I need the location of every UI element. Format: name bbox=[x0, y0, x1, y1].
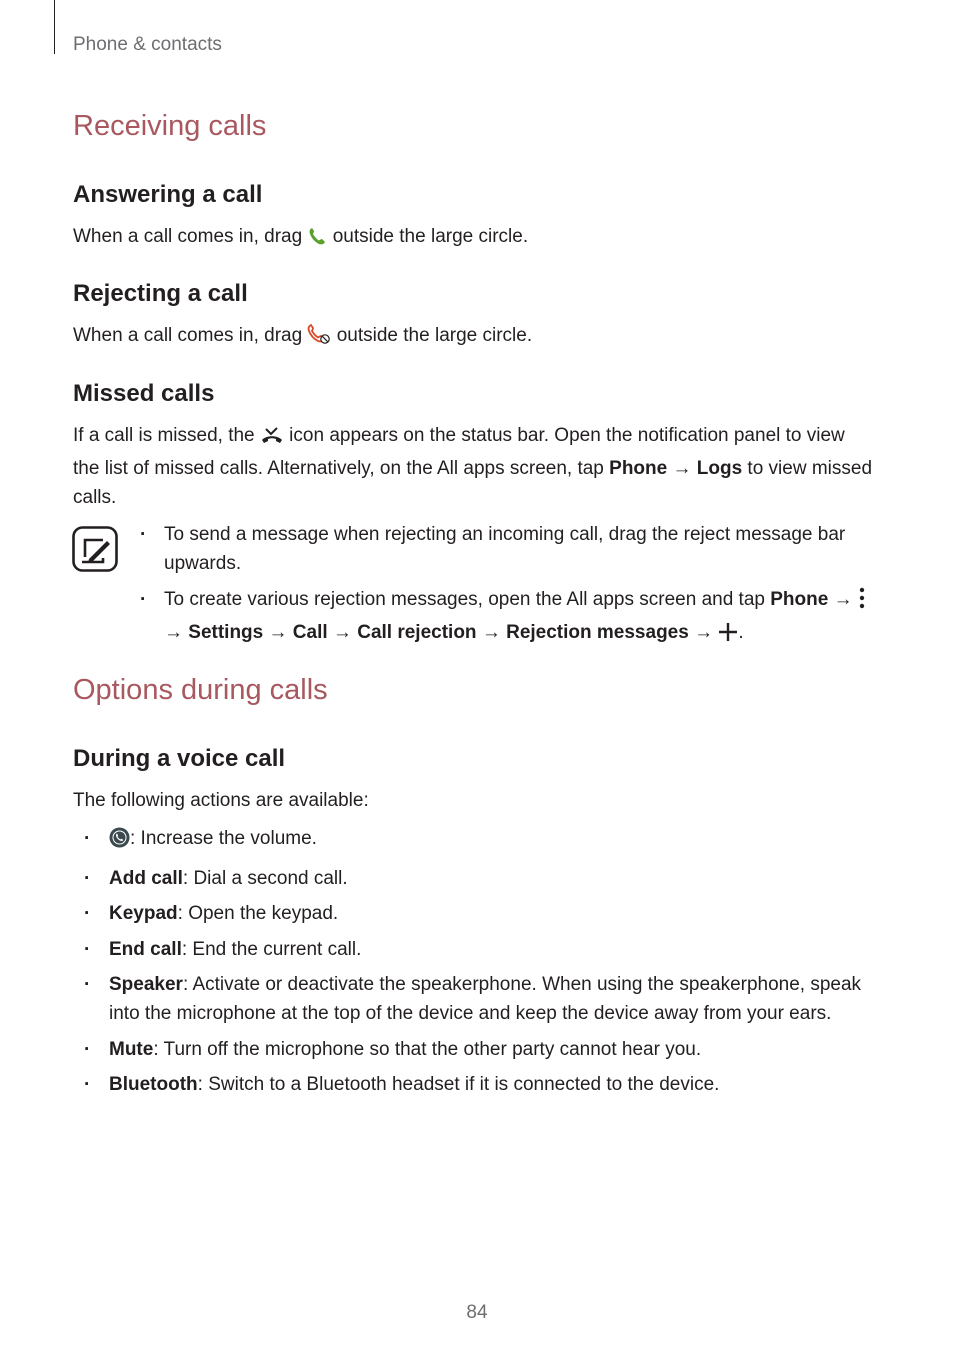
paragraph-rejecting: When a call comes in, drag outside the large circle. bbox=[73, 321, 873, 354]
paragraph-missed-calls: If a call is missed, the icon appears on the status bar. Open the notification panel to view the list of missed calls. Alternatively, on the All apps screen, tap Phone → Logs to view missed calls. bbox=[73, 425, 873, 508]
running-head: Phone & contacts bbox=[73, 34, 222, 55]
plus-icon bbox=[718, 622, 738, 651]
note-item: · To create various rejection messages, open the All apps screen and tap Phone → → Settings → Call → Call rejection → Rejection messages → . bbox=[138, 585, 883, 651]
note-item: · To send a message when rejecting an incoming call, drag the reject message bar upwards. bbox=[138, 520, 883, 578]
heading-missed-calls: Missed calls bbox=[73, 380, 215, 407]
list-item: · Bluetooth: Switch to a Bluetooth headset if it is connected to the device. bbox=[84, 1070, 884, 1099]
heading-answering-a-call: Answering a call bbox=[73, 181, 263, 208]
more-options-icon bbox=[858, 587, 866, 618]
paragraph-answering: When a call comes in, drag outside the large circle. bbox=[73, 222, 873, 255]
voice-call-actions-list bbox=[84, 824, 884, 1106]
missed-call-icon bbox=[260, 425, 284, 454]
extra-volume-icon bbox=[109, 827, 130, 857]
heading-rejecting-a-call: Rejecting a call bbox=[73, 280, 248, 307]
paragraph-actions-intro: The following actions are available: bbox=[73, 790, 369, 811]
list-item: · Speaker: Activate or deactivate the speakerphone. When using the speakerphone, speak into the microphone at the top of the device and keep the device away from your ears. bbox=[84, 970, 884, 1028]
section-title-receiving-calls: Receiving calls bbox=[73, 110, 267, 142]
answer-call-icon bbox=[307, 226, 327, 255]
list-item: · End call: End the current call. bbox=[84, 935, 884, 964]
note-list bbox=[138, 520, 883, 658]
list-item: · Mute: Turn off the microphone so that the other party cannot hear you. bbox=[84, 1035, 884, 1064]
list-item: · : Increase the volume. bbox=[84, 824, 884, 857]
section-title-options-during-calls: Options during calls bbox=[73, 674, 328, 706]
note-icon bbox=[72, 526, 118, 572]
list-item: · Keypad: Open the keypad. bbox=[84, 899, 884, 928]
reject-call-icon bbox=[307, 323, 331, 354]
heading-during-a-voice-call: During a voice call bbox=[73, 745, 286, 772]
page-number: 84 bbox=[466, 1302, 488, 1323]
list-item: · Add call: Dial a second call. bbox=[84, 864, 884, 893]
header-rule bbox=[54, 0, 55, 54]
